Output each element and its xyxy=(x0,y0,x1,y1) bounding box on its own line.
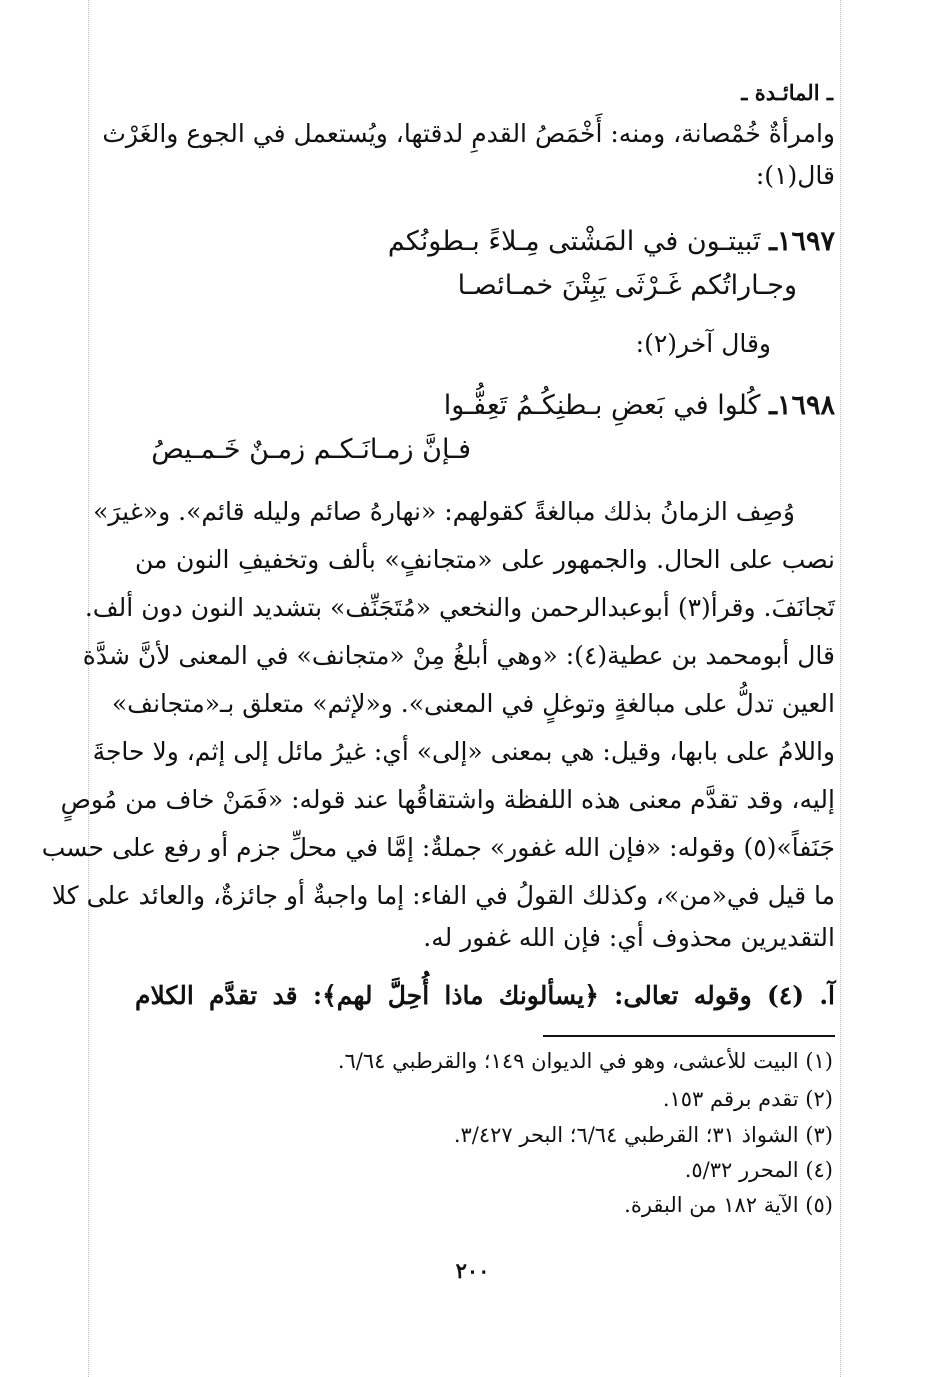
right-guide-line xyxy=(840,0,841,1377)
footnote-separator xyxy=(543,1035,835,1037)
body-line-6: تَجانَفَ. وقرأ(٣) أبوعبدالرحمن والنخعي «مُتَجَنِّف» بتشديد النون دون ألف. xyxy=(84,593,835,622)
body-line-11: جَنَفاً»(٥) وقوله: «فإن الله غفور» جملةٌ: إمَّا في محلِّ جزم أو رفع على حسب xyxy=(41,833,835,862)
verse-hemistich: تَبيتـون في المَشْتى مِـلاءً بـطونُكم xyxy=(387,226,761,257)
body-line-1: وامرأةٌ خُمْصانة، ومنه: أَخْمَصُ القدمِ لدقتها، ويُستعمل في الجوع والغَرْث xyxy=(102,119,835,148)
body-line-3: وقال آخر(٢): xyxy=(635,329,771,358)
footnote-1: (١) البيت للأعشى، وهو في الديوان ١٤٩؛ والقرطبي ٦/٦٤. xyxy=(337,1049,833,1073)
body-line-7: قال أبومحمد بن عطية(٤): «وهي أبلغُ مِنْ «متجانف» في المعنى لأنَّ شدَّة xyxy=(82,641,835,670)
footnote-2: (٢) تقدم برقم ١٥٣. xyxy=(662,1087,833,1111)
body-line-5: نصب على الحال. والجمهور على «متجانفٍ» بألف وتخفيفِ النون من xyxy=(135,545,835,574)
running-header: ـ المائـدة ـ xyxy=(741,80,833,105)
footnote-5: (٥) الآية ١٨٢ من البقرة. xyxy=(624,1193,833,1217)
verse-number: ١٦٩٨ـ xyxy=(769,390,835,421)
left-guide-line xyxy=(88,0,89,1377)
body-line-9: واللامُ على بابها، وقيل: هي بمعنى «إلى» أي: غيرُ مائل إلى إثم، ولا حاجةَ xyxy=(92,737,835,766)
body-line-4: وُصِف الزمانُ بذلك مبالغةً كقولهم: «نهارهُ صائم وليله قائم». و«غيرَ» xyxy=(93,497,795,526)
verse-hemistich: كُلوا في بَعضِ بـطنِكُـمُ تَعِفُّـوا xyxy=(443,390,761,421)
verse-1697-first xyxy=(388,222,835,262)
body-line-14: آ. (٤) وقوله تعالى: ﴿يسألونك ماذا أُحِلَّ لهم﴾: قد تقدَّم الكلام xyxy=(135,981,835,1010)
verse-1698-second: فـإنَّ زمـانَـكـم زمـنٌ خَـمـيصُ xyxy=(151,434,471,465)
body-line-2: قال(١): xyxy=(755,161,835,190)
body-line-12: ما قيل في«من»، وكذلك القولُ في الفاء: إما واجبةٌ أو جائزةٌ، والعائد على كلا xyxy=(51,881,835,910)
footnote-4: (٤) المحرر ٥/٣٢. xyxy=(684,1158,833,1182)
body-line-8: العين تدلُّ على مبالغةٍ وتوغلٍ في المعنى». و«لإثم» متعلق بـ«متجانف» xyxy=(111,689,835,718)
verse-1698-first xyxy=(444,386,835,426)
verse-1697-second: وجـاراتُكم غَـرْثَى يَبِتْنَ خمـائصـا xyxy=(457,270,797,301)
page-number: ٢٠٠ xyxy=(455,1258,490,1283)
verse-number: ١٦٩٧ـ xyxy=(769,226,835,257)
footnote-3: (٣) الشواذ ٣١؛ القرطبي ٦/٦٤؛ البحر ٣/٤٢٧. xyxy=(453,1123,833,1147)
body-line-13: التقديرين محذوف أي: فإن الله غفور له. xyxy=(423,923,835,952)
body-line-10: إليه، وقد تقدَّم معنى هذه اللفظة واشتقاقُها عند قوله: «فَمَنْ خاف من مُوصٍ xyxy=(60,785,835,814)
